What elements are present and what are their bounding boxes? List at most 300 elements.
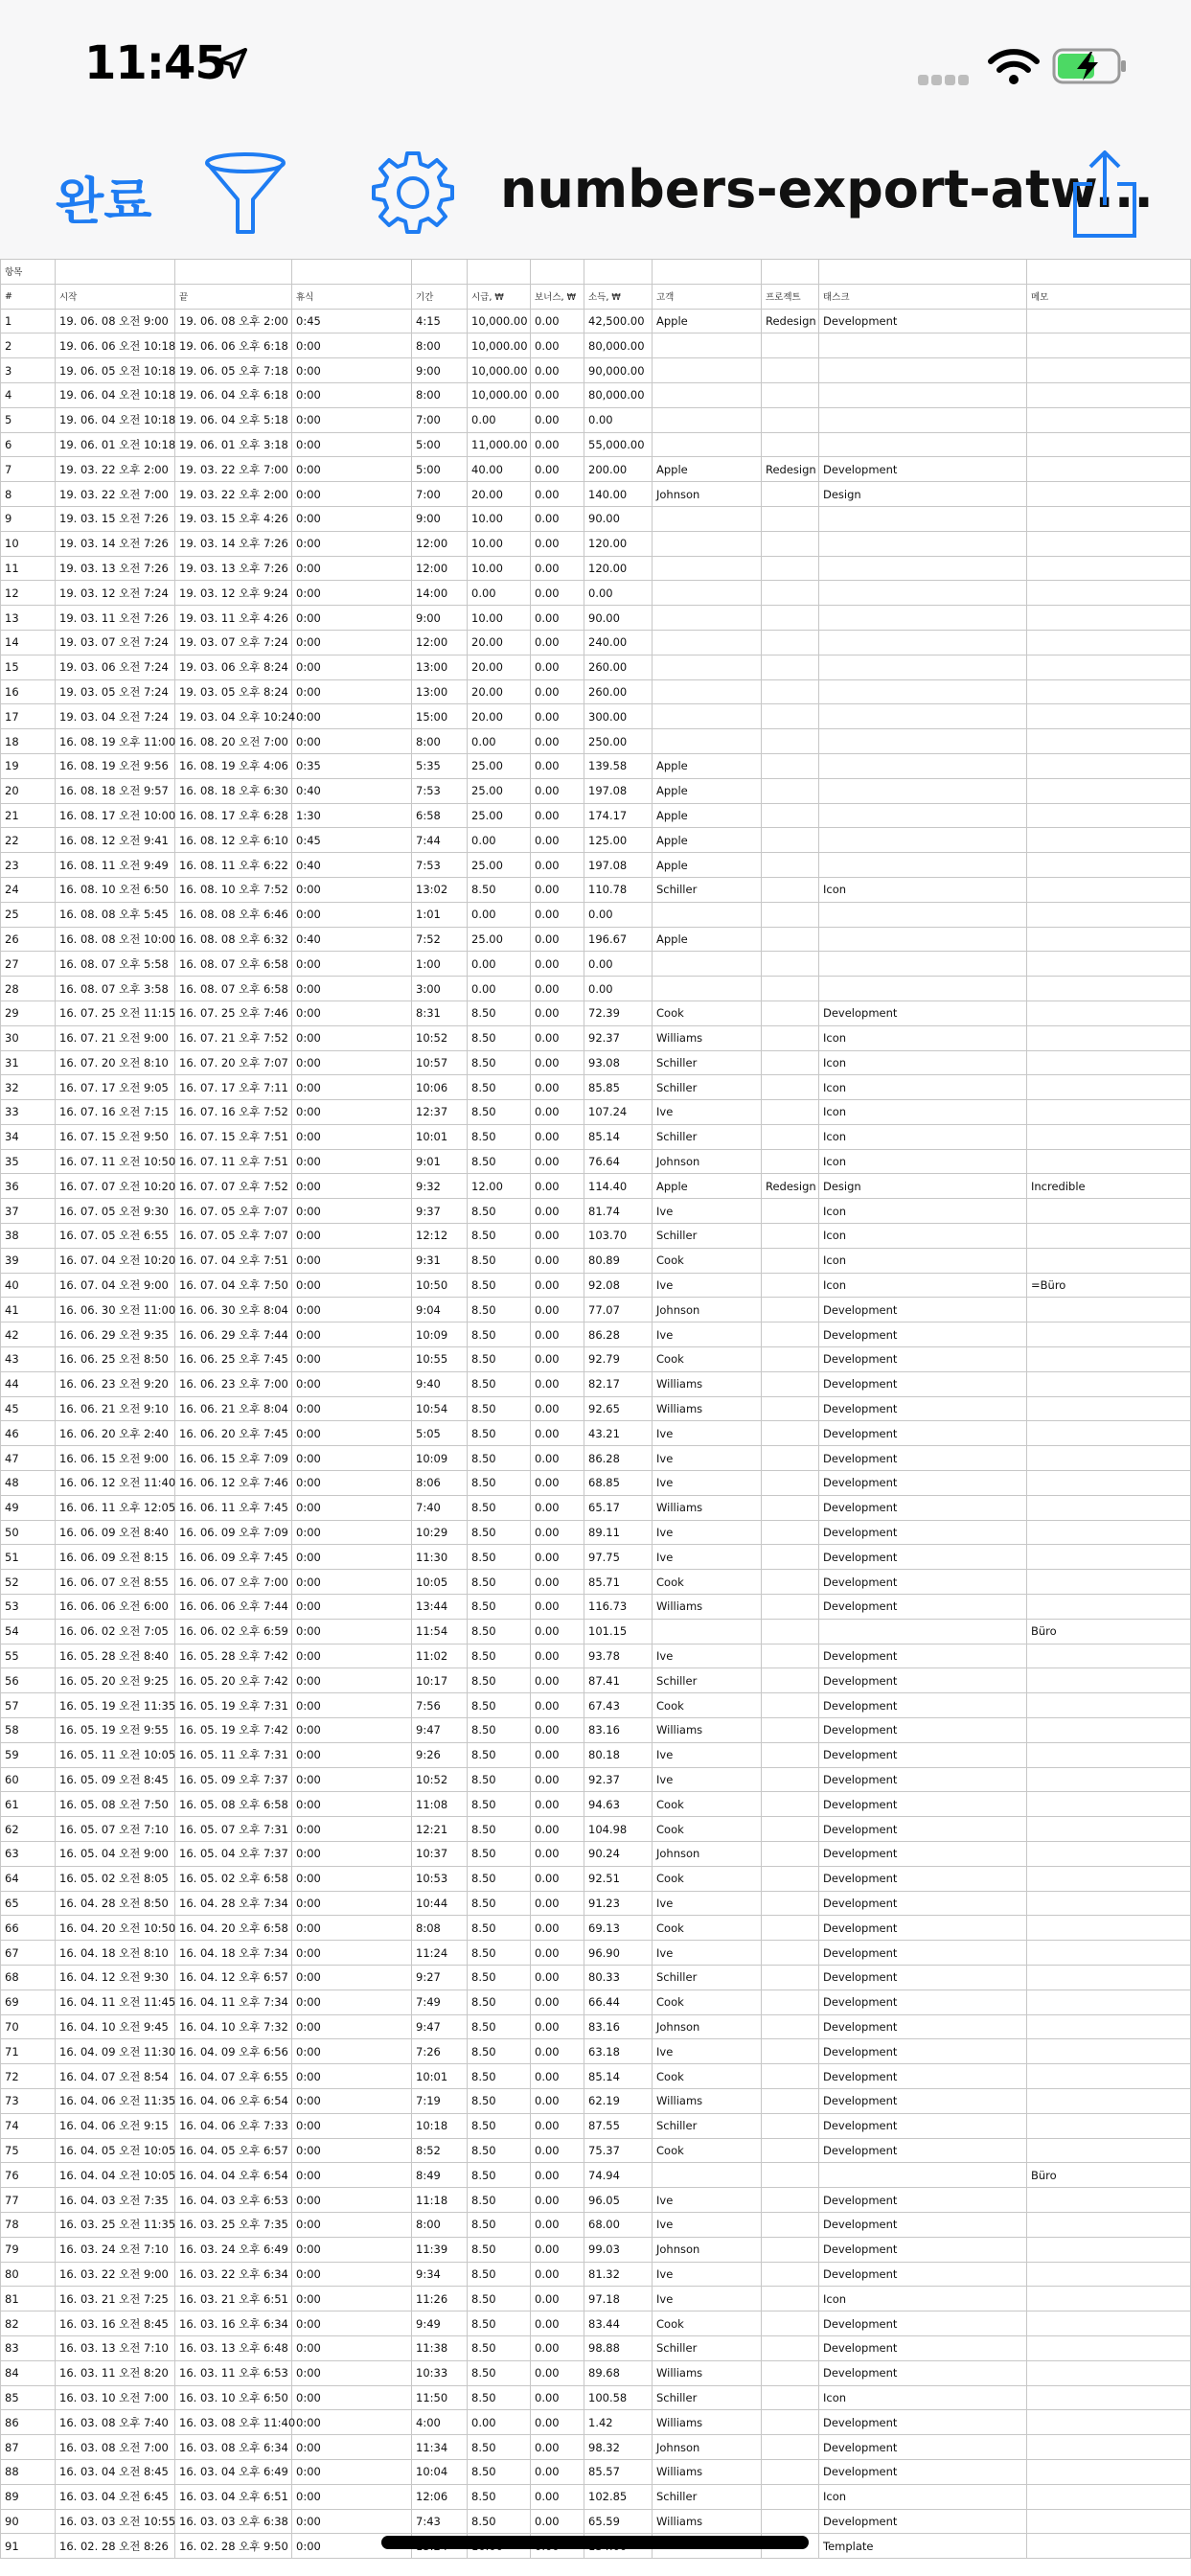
cell-client[interactable] [653,729,762,754]
cell-bonus[interactable]: 0.00 [531,2064,584,2089]
cell-note[interactable] [1027,1421,1191,1446]
cell-bonus[interactable]: 0.00 [531,2435,584,2460]
cell-break[interactable]: 0:00 [292,482,412,507]
cell-note[interactable] [1027,1668,1191,1693]
cell-break[interactable]: 0:00 [292,1199,412,1224]
cell-client[interactable]: Ive [653,1322,762,1347]
cell-rate[interactable]: 0.00 [468,2410,531,2435]
cell-start[interactable]: 16. 08. 18 오전 9:57 [56,778,175,803]
cell-project[interactable] [762,1322,819,1347]
cell-client[interactable]: Cook [653,1990,762,2014]
cell-rate[interactable]: 8.50 [468,1619,531,1644]
cell-client[interactable]: Apple [653,803,762,828]
cell-end[interactable]: 16. 08. 07 오후 6:58 [175,977,292,1001]
cell-income[interactable]: 85.14 [584,1124,653,1149]
cell-note[interactable] [1027,902,1191,927]
cell-client[interactable]: Cook [653,1916,762,1941]
cell-income[interactable]: 69.13 [584,1916,653,1941]
cell-start[interactable]: 16. 07. 05 오전 9:30 [56,1199,175,1224]
cell-num[interactable]: 52 [1,1570,56,1595]
cell-income[interactable]: 80,000.00 [584,382,653,407]
cell-task[interactable]: Development [819,1495,1027,1520]
cell-break[interactable]: 0:00 [292,2385,412,2410]
cell-end[interactable]: 16. 04. 18 오후 7:34 [175,1941,292,1966]
cell-duration[interactable]: 10:17 [412,1668,468,1693]
cell-note[interactable] [1027,679,1191,704]
cell-duration[interactable]: 6:58 [412,803,468,828]
cell-task[interactable]: Development [819,1965,1027,1990]
cell-start[interactable]: 16. 03. 10 오전 7:00 [56,2385,175,2410]
cell-num[interactable]: 42 [1,1322,56,1347]
cell-note[interactable] [1027,927,1191,952]
cell-rate[interactable]: 8.50 [468,1842,531,1867]
cell-project[interactable] [762,2484,819,2509]
cell-task[interactable]: Development [819,1866,1027,1891]
cell-note[interactable] [1027,1396,1191,1421]
cell-project[interactable] [762,1347,819,1372]
cell-income[interactable]: 102.85 [584,2484,653,2509]
cell-start[interactable]: 16. 06. 07 오전 8:55 [56,1570,175,1595]
cell-end[interactable]: 16. 06. 30 오후 8:04 [175,1298,292,1322]
cell-num[interactable]: 20 [1,778,56,803]
cell-task[interactable]: Development [819,1817,1027,1842]
cell-income[interactable]: 81.74 [584,1199,653,1224]
cell-project[interactable] [762,1273,819,1298]
cell-duration[interactable]: 11:54 [412,1619,468,1644]
cell-task[interactable]: Development [819,1570,1027,1595]
cell-start[interactable]: 16. 04. 11 오전 11:45 [56,1990,175,2014]
cell-note[interactable] [1027,1693,1191,1718]
cell-start[interactable]: 16. 06. 20 오후 2:40 [56,1421,175,1446]
cell-num[interactable]: 39 [1,1248,56,1273]
cell-income[interactable]: 200.00 [584,457,653,482]
cell-duration[interactable]: 7:52 [412,927,468,952]
cell-bonus[interactable]: 0.00 [531,1495,584,1520]
column-header-client[interactable]: 고객 [653,284,762,309]
cell-end[interactable]: 16. 06. 11 오후 7:45 [175,1495,292,1520]
cell-client[interactable] [653,679,762,704]
cell-bonus[interactable]: 0.00 [531,1421,584,1446]
cell-rate[interactable]: 25.00 [468,927,531,952]
cell-client[interactable]: Ive [653,1199,762,1224]
cell-break[interactable]: 0:00 [292,2088,412,2113]
cell-rate[interactable]: 8.50 [468,1668,531,1693]
cell-duration[interactable]: 9:26 [412,1742,468,1767]
cell-task[interactable]: Development [819,1421,1027,1446]
cell-num[interactable]: 9 [1,506,56,531]
cell-rate[interactable]: 10.00 [468,606,531,631]
cell-duration[interactable]: 13:02 [412,877,468,902]
cell-task[interactable]: Icon [819,2385,1027,2410]
cell-task[interactable]: Template [819,2534,1027,2559]
cell-task[interactable]: Development [819,2435,1027,2460]
cell-task[interactable] [819,927,1027,952]
cell-task[interactable] [819,1619,1027,1644]
cell-bonus[interactable]: 0.00 [531,2163,584,2188]
cell-note[interactable] [1027,2188,1191,2213]
cell-task[interactable]: Icon [819,1199,1027,1224]
cell-start[interactable]: 16. 04. 05 오전 10:05 [56,2138,175,2163]
cell-break[interactable]: 0:00 [292,581,412,606]
cell-client[interactable]: Cook [653,1570,762,1595]
cell-task[interactable]: Development [819,309,1027,334]
cell-duration[interactable]: 4:15 [412,309,468,334]
cell-rate[interactable]: 8.50 [468,1421,531,1446]
cell-bonus[interactable]: 0.00 [531,334,584,358]
cell-project[interactable] [762,506,819,531]
cell-income[interactable]: 96.90 [584,1941,653,1966]
cell-project[interactable] [762,704,819,729]
cell-start[interactable]: 16. 03. 04 오전 8:45 [56,2459,175,2484]
cell-income[interactable]: 92.08 [584,1273,653,1298]
cell-num[interactable]: 47 [1,1446,56,1471]
cell-rate[interactable]: 8.50 [468,1916,531,1941]
cell-task[interactable] [819,655,1027,679]
cell-note[interactable] [1027,952,1191,977]
cell-note[interactable] [1027,1100,1191,1125]
cell-task[interactable] [819,704,1027,729]
cell-start[interactable]: 19. 03. 13 오전 7:26 [56,556,175,581]
cell-project[interactable] [762,2014,819,2039]
column-header-break[interactable]: 휴식 [292,284,412,309]
cell-start[interactable]: 19. 03. 22 오전 7:00 [56,482,175,507]
cell-start[interactable]: 19. 03. 15 오전 7:26 [56,506,175,531]
cell-task[interactable] [819,729,1027,754]
cell-income[interactable]: 67.43 [584,1693,653,1718]
cell-client[interactable] [653,382,762,407]
cell-income[interactable]: 94.63 [584,1792,653,1817]
cell-start[interactable]: 16. 07. 20 오전 8:10 [56,1050,175,1075]
cell-project[interactable] [762,1916,819,1941]
cell-end[interactable]: 16. 05. 09 오후 7:37 [175,1767,292,1792]
cell-bonus[interactable]: 0.00 [531,1817,584,1842]
cell-start[interactable]: 16. 03. 21 오전 7:25 [56,2287,175,2312]
cell-rate[interactable]: 8.50 [468,1273,531,1298]
cell-rate[interactable]: 8.50 [468,1570,531,1595]
cell-break[interactable]: 0:00 [292,1371,412,1396]
cell-income[interactable]: 93.78 [584,1644,653,1668]
cell-task[interactable]: Development [819,2237,1027,2262]
cell-num[interactable]: 79 [1,2237,56,2262]
cell-income[interactable]: 101.15 [584,1619,653,1644]
cell-project[interactable]: Redesign [762,457,819,482]
cell-duration[interactable]: 9:49 [412,2312,468,2336]
cell-note[interactable]: Büro [1027,1619,1191,1644]
cell-note[interactable] [1027,2138,1191,2163]
cell-note[interactable] [1027,2335,1191,2360]
cell-task[interactable]: Development [819,1842,1027,1867]
cell-start[interactable]: 19. 06. 01 오전 10:18 [56,432,175,457]
cell-rate[interactable]: 8.50 [468,1471,531,1496]
cell-num[interactable]: 1 [1,309,56,334]
cell-duration[interactable]: 8:52 [412,2138,468,2163]
cell-end[interactable]: 16. 05. 19 오후 7:31 [175,1693,292,1718]
cell-client[interactable] [653,358,762,383]
cell-duration[interactable]: 5:00 [412,457,468,482]
cell-num[interactable]: 63 [1,1842,56,1867]
cell-client[interactable] [653,432,762,457]
cell-break[interactable]: 0:00 [292,2113,412,2138]
cell-end[interactable]: 16. 08. 12 오후 6:10 [175,828,292,853]
cell-task[interactable] [819,902,1027,927]
cell-end[interactable]: 16. 04. 03 오후 6:53 [175,2188,292,2213]
cell-income[interactable]: 197.08 [584,778,653,803]
cell-task[interactable] [819,382,1027,407]
cell-client[interactable]: Schiller [653,2335,762,2360]
cell-project[interactable] [762,1100,819,1125]
cell-duration[interactable]: 10:06 [412,1075,468,1100]
cell-note[interactable] [1027,1520,1191,1545]
cell-project[interactable] [762,1965,819,1990]
cell-client[interactable]: Schiller [653,2484,762,2509]
cell-rate[interactable]: 10.00 [468,531,531,556]
cell-income[interactable]: 90.00 [584,506,653,531]
cell-end[interactable]: 16. 07. 17 오후 7:11 [175,1075,292,1100]
cell-rate[interactable]: 20.00 [468,655,531,679]
cell-client[interactable]: Ive [653,2262,762,2287]
cell-start[interactable]: 16. 06. 06 오전 6:00 [56,1595,175,1620]
cell-rate[interactable]: 0.00 [468,729,531,754]
cell-end[interactable]: 16. 07. 21 오후 7:52 [175,1025,292,1050]
cell-income[interactable]: 92.37 [584,1767,653,1792]
cell-num[interactable]: 19 [1,753,56,778]
cell-duration[interactable]: 10:01 [412,2064,468,2089]
cell-client[interactable] [653,2163,762,2188]
cell-duration[interactable]: 4:00 [412,2410,468,2435]
cell-num[interactable]: 60 [1,1767,56,1792]
cell-duration[interactable]: 13:00 [412,655,468,679]
cell-client[interactable] [653,952,762,977]
cell-break[interactable]: 0:00 [292,2039,412,2064]
cell-project[interactable] [762,1224,819,1249]
cell-duration[interactable]: 12:12 [412,1224,468,1249]
cell-start[interactable]: 19. 06. 06 오전 10:18 [56,334,175,358]
cell-rate[interactable]: 8.50 [468,1347,531,1372]
cell-end[interactable]: 16. 07. 05 오후 7:07 [175,1224,292,1249]
cell-start[interactable]: 16. 08. 08 오후 5:45 [56,902,175,927]
cell-num[interactable]: 59 [1,1742,56,1767]
cell-project[interactable]: Redesign [762,309,819,334]
cell-project[interactable] [762,753,819,778]
cell-income[interactable]: 80,000.00 [584,334,653,358]
cell-client[interactable]: Schiller [653,1668,762,1693]
cell-bonus[interactable]: 0.00 [531,1248,584,1273]
cell-bonus[interactable]: 0.00 [531,1718,584,1743]
cell-note[interactable] [1027,2360,1191,2385]
cell-break[interactable]: 0:00 [292,1742,412,1767]
cell-start[interactable]: 16. 08. 11 오전 9:49 [56,853,175,878]
cell-break[interactable]: 0:00 [292,877,412,902]
cell-duration[interactable]: 8:00 [412,334,468,358]
cell-task[interactable]: Development [819,1792,1027,1817]
cell-project[interactable] [762,358,819,383]
cell-duration[interactable]: 10:37 [412,1842,468,1867]
cell-income[interactable]: 85.71 [584,1570,653,1595]
cell-note[interactable] [1027,1817,1191,1842]
cell-task[interactable]: Development [819,1990,1027,2014]
cell-duration[interactable]: 9:34 [412,2262,468,2287]
cell-start[interactable]: 16. 05. 07 오전 7:10 [56,1817,175,1842]
cell-start[interactable]: 16. 04. 03 오전 7:35 [56,2188,175,2213]
cell-num[interactable]: 6 [1,432,56,457]
cell-project[interactable] [762,2312,819,2336]
cell-project[interactable] [762,1149,819,1174]
cell-num[interactable]: 76 [1,2163,56,2188]
cell-bonus[interactable]: 0.00 [531,2039,584,2064]
cell-task[interactable]: Development [819,2360,1027,2385]
cell-end[interactable]: 16. 06. 12 오후 7:46 [175,1471,292,1496]
cell-income[interactable]: 300.00 [584,704,653,729]
cell-break[interactable]: 0:35 [292,753,412,778]
cell-task[interactable] [819,334,1027,358]
cell-duration[interactable]: 7:53 [412,778,468,803]
cell-end[interactable]: 16. 08. 11 오후 6:22 [175,853,292,878]
cell-duration[interactable]: 9:37 [412,1199,468,1224]
cell-client[interactable]: Ive [653,1742,762,1767]
cell-client[interactable]: Apple [653,1174,762,1199]
cell-income[interactable]: 96.05 [584,2188,653,2213]
cell-client[interactable]: Williams [653,1595,762,1620]
cell-client[interactable]: Williams [653,2088,762,2113]
cell-client[interactable]: Ive [653,1767,762,1792]
cell-num[interactable]: 55 [1,1644,56,1668]
cell-note[interactable] [1027,1199,1191,1224]
cell-break[interactable]: 0:00 [292,902,412,927]
cell-break[interactable]: 0:00 [292,2287,412,2312]
cell-end[interactable]: 16. 06. 25 오후 7:45 [175,1347,292,1372]
cell-client[interactable] [653,655,762,679]
cell-duration[interactable]: 8:00 [412,729,468,754]
cell-project[interactable] [762,630,819,655]
cell-duration[interactable]: 14:00 [412,581,468,606]
cell-project[interactable] [762,2509,819,2534]
cell-income[interactable]: 98.32 [584,2435,653,2460]
cell-note[interactable] [1027,407,1191,432]
cell-income[interactable]: 0.00 [584,407,653,432]
cell-task[interactable] [819,506,1027,531]
cell-bonus[interactable]: 0.00 [531,1273,584,1298]
cell-rate[interactable]: 20.00 [468,630,531,655]
cell-project[interactable] [762,778,819,803]
cell-start[interactable]: 19. 03. 22 오후 2:00 [56,457,175,482]
cell-bonus[interactable]: 0.00 [531,877,584,902]
cell-rate[interactable]: 20.00 [468,679,531,704]
cell-note[interactable] [1027,2385,1191,2410]
cell-end[interactable]: 16. 03. 03 오후 6:38 [175,2509,292,2534]
cell-duration[interactable]: 10:33 [412,2360,468,2385]
cell-task[interactable]: Development [819,2335,1027,2360]
cell-rate[interactable]: 8.50 [468,1817,531,1842]
cell-break[interactable]: 0:40 [292,927,412,952]
cell-num[interactable]: 13 [1,606,56,631]
cell-project[interactable] [762,902,819,927]
cell-duration[interactable]: 11:08 [412,1792,468,1817]
cell-duration[interactable]: 5:00 [412,432,468,457]
cell-bonus[interactable]: 0.00 [531,1570,584,1595]
cell-note[interactable] [1027,1742,1191,1767]
cell-bonus[interactable]: 0.00 [531,1990,584,2014]
cell-break[interactable]: 0:00 [292,2459,412,2484]
cell-task[interactable] [819,407,1027,432]
cell-num[interactable]: 80 [1,2262,56,2287]
cell-duration[interactable]: 12:00 [412,531,468,556]
cell-rate[interactable]: 8.50 [468,1520,531,1545]
cell-num[interactable]: 33 [1,1100,56,1125]
cell-bonus[interactable]: 0.00 [531,581,584,606]
cell-num[interactable]: 66 [1,1916,56,1941]
cell-income[interactable]: 114.40 [584,1174,653,1199]
cell-end[interactable]: 16. 03. 04 오후 6:51 [175,2484,292,2509]
cell-num[interactable]: 10 [1,531,56,556]
cell-bonus[interactable]: 0.00 [531,1545,584,1570]
cell-income[interactable]: 116.73 [584,1595,653,1620]
cell-income[interactable]: 250.00 [584,729,653,754]
cell-num[interactable]: 88 [1,2459,56,2484]
cell-break[interactable]: 0:00 [292,704,412,729]
cell-client[interactable] [653,1619,762,1644]
cell-start[interactable]: 16. 08. 07 오후 3:58 [56,977,175,1001]
cell-start[interactable]: 19. 03. 14 오전 7:26 [56,531,175,556]
cell-num[interactable]: 51 [1,1545,56,1570]
cell-rate[interactable]: 0.00 [468,407,531,432]
cell-client[interactable]: Williams [653,2410,762,2435]
cell-rate[interactable]: 10,000.00 [468,358,531,383]
cell-bonus[interactable]: 0.00 [531,1000,584,1025]
cell-project[interactable] [762,1371,819,1396]
cell-rate[interactable]: 25.00 [468,778,531,803]
cell-duration[interactable]: 10:57 [412,1050,468,1075]
cell-income[interactable]: 72.39 [584,1000,653,1025]
cell-break[interactable]: 0:00 [292,457,412,482]
cell-bonus[interactable]: 0.00 [531,1199,584,1224]
cell-end[interactable]: 16. 03. 11 오후 6:53 [175,2360,292,2385]
cell-income[interactable]: 110.78 [584,877,653,902]
cell-bonus[interactable]: 0.00 [531,358,584,383]
cell-duration[interactable]: 12:00 [412,556,468,581]
cell-bonus[interactable]: 0.00 [531,828,584,853]
cell-bonus[interactable]: 0.00 [531,2138,584,2163]
cell-bonus[interactable]: 0.00 [531,655,584,679]
cell-rate[interactable]: 8.50 [468,2287,531,2312]
cell-start[interactable]: 16. 04. 09 오전 11:30 [56,2039,175,2064]
cell-bonus[interactable]: 0.00 [531,2410,584,2435]
cell-note[interactable] [1027,1495,1191,1520]
cell-bonus[interactable]: 0.00 [531,382,584,407]
cell-rate[interactable]: 0.00 [468,952,531,977]
cell-end[interactable]: 16. 04. 07 오후 6:55 [175,2064,292,2089]
cell-bonus[interactable]: 0.00 [531,457,584,482]
cell-rate[interactable]: 8.50 [468,1075,531,1100]
cell-start[interactable]: 16. 07. 25 오전 11:15 [56,1000,175,1025]
cell-task[interactable]: Icon [819,1025,1027,1050]
cell-start[interactable]: 16. 06. 29 오전 9:35 [56,1322,175,1347]
cell-project[interactable] [762,1668,819,1693]
cell-break[interactable]: 0:00 [292,2410,412,2435]
cell-client[interactable]: Ive [653,1644,762,1668]
cell-end[interactable]: 19. 03. 11 오후 4:26 [175,606,292,631]
cell-num[interactable]: 24 [1,877,56,902]
cell-note[interactable] [1027,2039,1191,2064]
cell-end[interactable]: 16. 06. 21 오후 8:04 [175,1396,292,1421]
cell-end[interactable]: 19. 03. 04 오후 10:24 [175,704,292,729]
cell-income[interactable]: 89.68 [584,2360,653,2385]
cell-client[interactable]: Schiller [653,877,762,902]
cell-project[interactable] [762,2335,819,2360]
cell-project[interactable] [762,1842,819,1867]
cell-project[interactable] [762,2188,819,2213]
cell-bonus[interactable]: 0.00 [531,2088,584,2113]
cell-income[interactable]: 260.00 [584,655,653,679]
